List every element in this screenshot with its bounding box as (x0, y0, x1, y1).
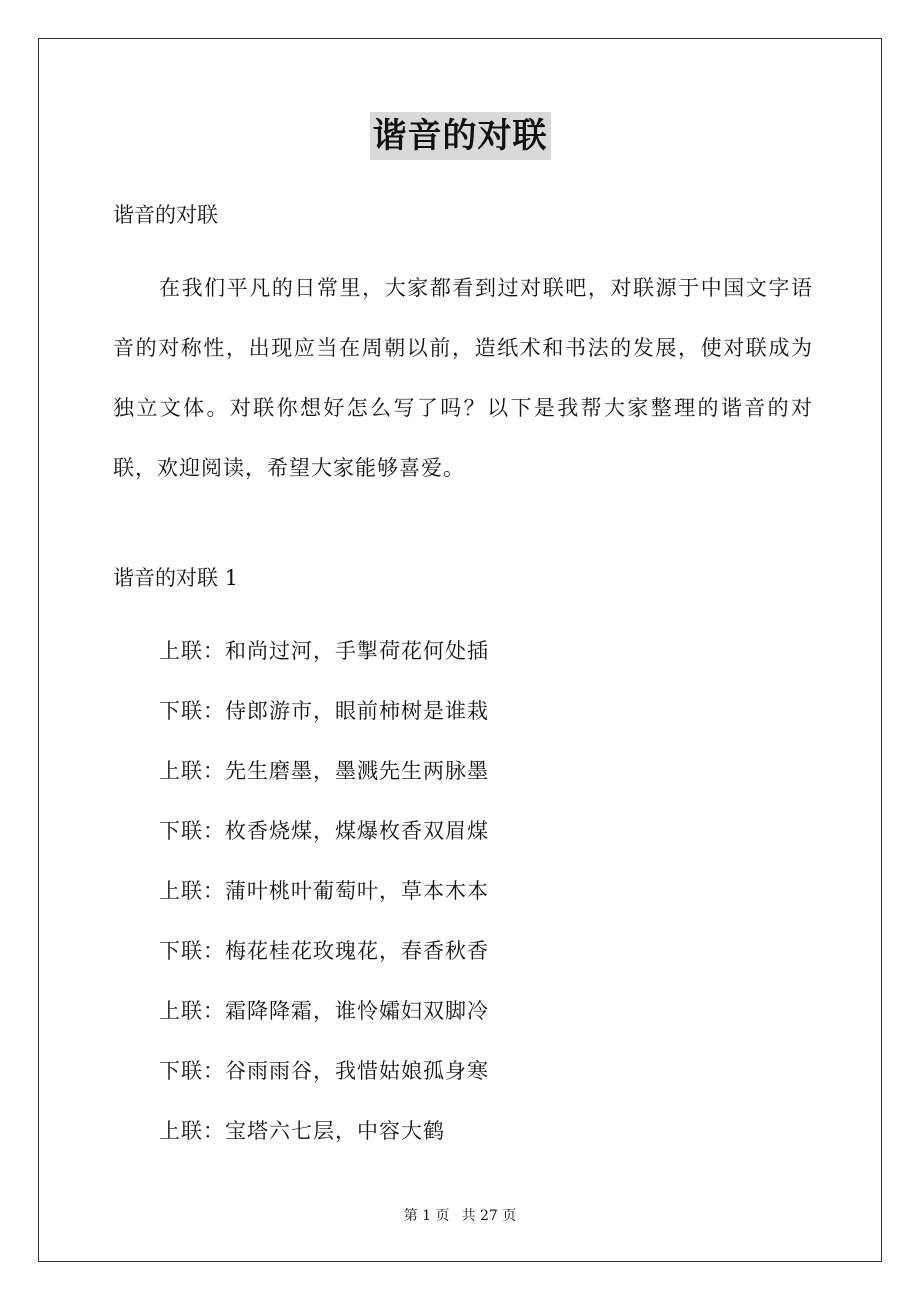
couplet-line: 上联：先生磨墨，墨溅先生两脉墨 (159, 759, 489, 783)
document-title-text: 谐音的对联 (370, 112, 551, 160)
couplet-line: 上联：和尚过河，手掣荷花何处插 (159, 639, 489, 663)
couplet-line: 上联：宝塔六七层，中容大鹤 (159, 1119, 445, 1143)
document-title (0, 112, 920, 160)
couplet-list (159, 621, 489, 1161)
couplet-line: 下联：梅花桂花玫瑰花，春香秋香 (159, 939, 489, 963)
intro-paragraph: 在我们平凡的日常里，大家都看到过对联吧，对联源于中国文字语音的对称性，出现应当在周朝以前，造纸术和书法的发展，使对联成为独立文体。对联你想好怎么写了吗？以下是我帮大家整理的谐音的对联，欢迎阅读，希望大家能够喜爱。 (113, 276, 813, 480)
couplet-line: 下联：谷雨雨谷，我惜姑娘孤身寒 (159, 1059, 489, 1083)
page-number: 第 1 页 (403, 1208, 450, 1224)
page-total: 共 27 页 (461, 1208, 517, 1224)
section-heading: 谐音的对联 1 (113, 566, 239, 590)
page-footer (0, 1206, 920, 1226)
couplet-line: 上联：蒲叶桃叶葡萄叶，草本木本 (159, 879, 489, 903)
couplet-line: 上联：霜降降霜，谁怜孀妇双脚冷 (159, 999, 489, 1023)
couplet-line: 下联：枚香烧煤，煤爆枚香双眉煤 (159, 819, 489, 843)
document-subtitle: 谐音的对联 (113, 203, 218, 227)
couplet-line: 下联：侍郎游市，眼前柿树是谁栽 (159, 699, 489, 723)
